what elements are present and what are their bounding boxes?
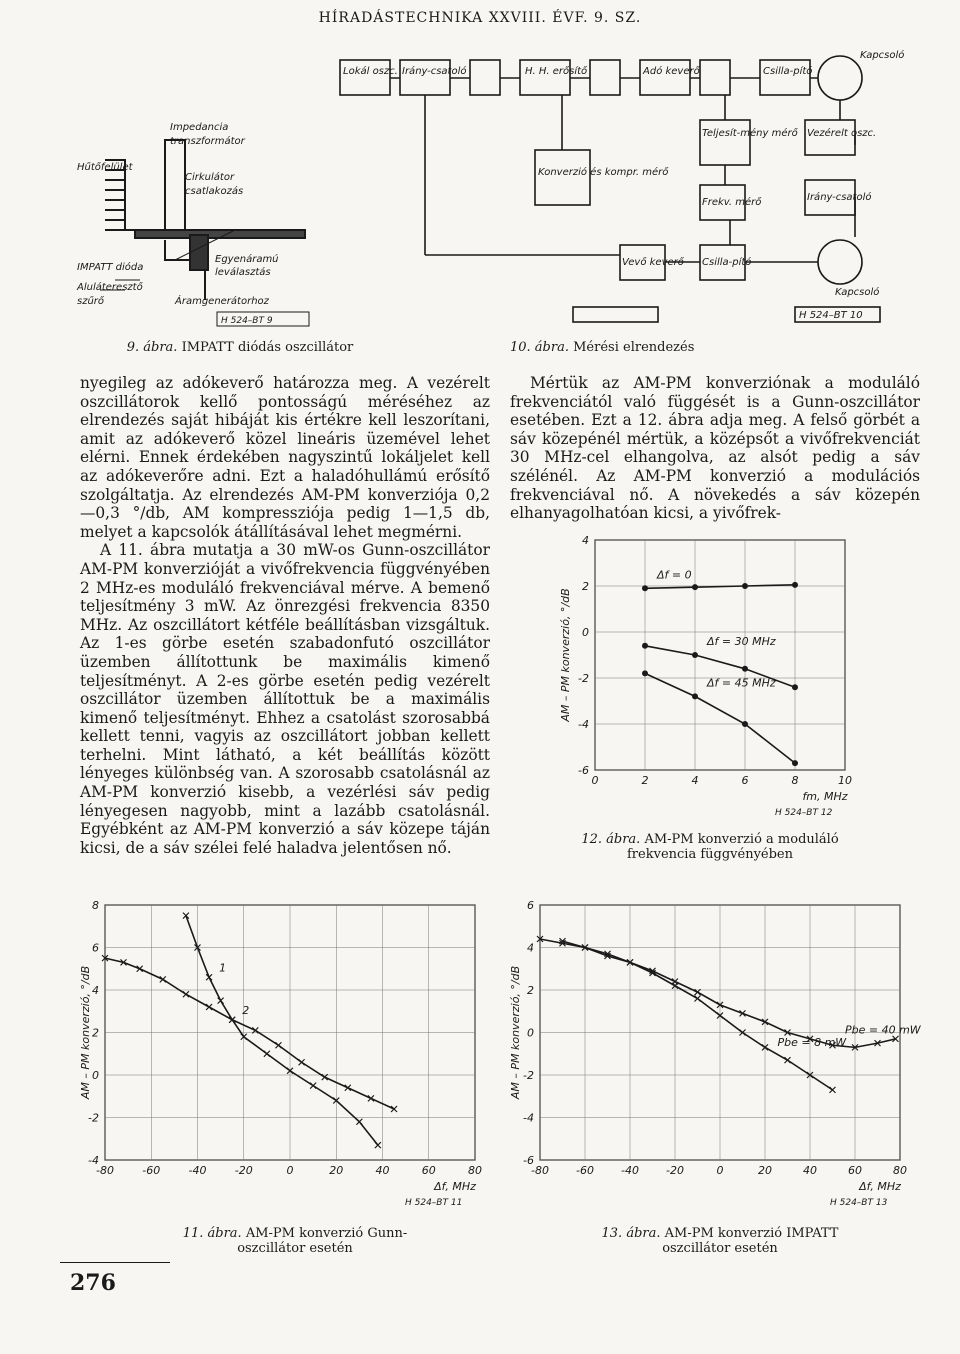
fig9-label-csatlakozas: csatlakozás — [185, 186, 244, 197]
fig13-data-point — [830, 1087, 836, 1093]
fig13-y-tick-label: 2 — [527, 984, 534, 997]
fig11-data-point — [229, 1017, 235, 1023]
fig12-x-tick-label: 4 — [691, 774, 699, 787]
footer-rule — [60, 1262, 170, 1263]
fig11-y-axis-label: AM – PM konverzió, °/dB — [79, 965, 92, 1100]
fig13-code: H 524–BT 13 — [830, 1198, 888, 1208]
fig13-x-tick-label: 0 — [716, 1164, 724, 1177]
fig11-data-point — [299, 1059, 305, 1065]
fig11-y-tick-label: 6 — [92, 941, 99, 955]
fig10-block-csillap1: Csilla-pító — [763, 66, 813, 77]
fig11-x-tick-label: -20 — [234, 1164, 253, 1177]
fig12-data-point — [742, 583, 748, 589]
fig13-y-tick-label: 6 — [527, 899, 534, 912]
fig11-chart — [75, 890, 490, 1220]
fig12-caption — [560, 832, 860, 862]
fig11-data-point — [206, 1004, 212, 1010]
fig11-x-axis-label: Δf, MHz — [434, 1180, 476, 1193]
fig9-label-transzformator: transzformátor — [170, 136, 245, 147]
fig13-y-tick-label: -2 — [523, 1069, 534, 1082]
page-header: HÍRADÁSTECHNIKA XXVIII. ÉVF. 9. SZ. — [318, 10, 642, 26]
fig13-x-tick-label: -80 — [531, 1164, 549, 1177]
fig13-data-point — [695, 996, 701, 1002]
fig11-data-point — [183, 991, 189, 997]
fig12-data-point — [642, 670, 648, 676]
fig11-y-tick-label: 0 — [92, 1069, 99, 1082]
fig12-y-tick-label: 0 — [582, 626, 589, 639]
fig11-series-line — [105, 958, 394, 1109]
fig12-data-point — [642, 585, 648, 591]
fig13-y-tick-label: -4 — [523, 1111, 534, 1125]
fig12-x-tick-label: 10 — [838, 774, 852, 787]
fig13-series-label: Pbe = 40 mW — [845, 1023, 921, 1037]
fig12-y-tick-label: 2 — [582, 580, 589, 593]
fig12-data-point — [692, 652, 698, 658]
fig12-y-tick-label: -6 — [578, 764, 589, 777]
fig11-caption-number: 11. ábra. — [182, 1226, 242, 1241]
fig12-series-label: Δf = 45 MHz — [707, 676, 776, 690]
fig12-data-point — [692, 584, 698, 590]
fig9-label-levalasztas: leválasztás — [215, 267, 271, 278]
fig10-block-lokal: Lokál oszc. — [343, 66, 398, 77]
fig11-x-tick-label: -40 — [188, 1164, 207, 1177]
fig11-data-point — [160, 976, 166, 982]
fig11-data-point — [391, 1106, 397, 1112]
fig11-y-tick-label: 8 — [92, 899, 99, 912]
fig11-data-point — [356, 1119, 362, 1125]
fig10-block-ado: Adó keverő — [643, 66, 700, 77]
fig13-x-tick-label: 40 — [803, 1164, 817, 1177]
fig12-data-point — [692, 693, 698, 699]
fig9-caption-text: IMPATT diódás oszcillátor — [181, 340, 354, 355]
fig11-caption — [170, 1226, 420, 1256]
fig12-y-tick-label: 4 — [582, 534, 589, 547]
fig12-series-line — [645, 585, 795, 588]
fig12-data-point — [792, 582, 798, 588]
fig10-caption — [510, 340, 740, 355]
fig13-caption-text: AM-PM konverzió IMPATT oszcillátor esetén — [662, 1226, 839, 1256]
fig12-plot-frame — [595, 540, 845, 770]
fig10-block-csillap2: Csilla-pító — [702, 257, 752, 268]
fig12-series-label: Δf = 30 MHz — [707, 635, 776, 648]
fig13-x-tick-label: -40 — [621, 1164, 639, 1177]
fig13-x-tick-label: -60 — [576, 1164, 594, 1177]
fig12-caption-text: AM-PM konverzió a moduláló frekvencia függvényében — [627, 832, 839, 862]
fig13-series-line — [540, 939, 896, 1050]
fig9-label-hutofelulet: Hűtőfelület — [77, 162, 133, 173]
fig13-y-tick-label: 0 — [527, 1026, 534, 1040]
fig9-label-aramgen: Áramgenerátorhoz — [175, 296, 269, 307]
fig12-y-tick-label: -2 — [578, 672, 589, 685]
fig13-series-label: Pbe = 8 mW — [777, 1036, 847, 1050]
fig13-x-tick-label: 60 — [848, 1164, 862, 1177]
fig10-block-kapcsolo2: Kapcsoló — [835, 287, 880, 298]
fig11-caption-text: AM-PM konverzió Gunn-oszcillátor esetén — [237, 1226, 408, 1256]
fig9-label-egyenaramu: Egyenáramú — [215, 254, 279, 265]
fig11-series-label: 2 — [242, 1003, 250, 1017]
fig12-x-axis-label: fm, MHz — [802, 790, 848, 803]
fig13-x-axis-label: Δf, MHz — [859, 1180, 901, 1193]
fig11-y-tick-label: -2 — [88, 1111, 99, 1125]
fig13-y-tick-label: -6 — [523, 1154, 534, 1167]
fig11-series-line — [186, 916, 378, 1146]
right-text-column — [510, 374, 920, 523]
fig9-label-aluatereszto: Aluláteresztő — [77, 282, 143, 293]
fig11-x-tick-label: 80 — [468, 1164, 482, 1177]
fig9-label-szuro: szűrő — [77, 296, 105, 307]
fig11-data-point — [218, 998, 224, 1004]
fig11-code: H 524–BT 11 — [405, 1198, 463, 1208]
fig9-code: H 524–BT 9 — [221, 316, 273, 326]
fig12-y-tick-label: -4 — [578, 718, 589, 731]
fig12-y-axis-label: AM – PM konverzió, °/dB — [559, 588, 572, 722]
fig11-data-point — [264, 1051, 270, 1057]
fig11-x-tick-label: 0 — [286, 1164, 294, 1177]
fig12-data-point — [792, 760, 798, 766]
fig10-caption-text: Mérési elrendezés — [573, 340, 695, 355]
fig10-block-hh: H. H. erősítő — [525, 66, 588, 77]
fig10-block-frekv: Frekv. mérő — [702, 197, 762, 208]
fig9-label-cirkulator: Cirkulátor — [185, 172, 235, 183]
fig12-caption-number: 12. ábra. — [581, 832, 641, 847]
fig10-block-konverzio: Konverzió és kompr. mérő — [538, 167, 669, 178]
fig13-x-tick-label: 80 — [893, 1164, 907, 1177]
fig13-chart — [505, 890, 921, 1220]
fig11-y-tick-label: 4 — [92, 984, 99, 997]
fig10-code: H 524–BT 10 — [799, 310, 863, 321]
fig12-x-tick-label: 8 — [791, 774, 799, 787]
fig11-data-point — [368, 1095, 374, 1101]
fig10-caption-number: 10. ábra. — [510, 340, 569, 355]
fig13-caption — [600, 1226, 840, 1256]
fig11-data-point — [345, 1085, 351, 1091]
fig10-block-kapcsolo1: Kapcsoló — [860, 50, 905, 61]
fig12-x-tick-label: 6 — [741, 774, 749, 787]
fig12-x-tick-label: 2 — [641, 774, 649, 787]
fig12-code: H 524–BT 12 — [775, 808, 833, 818]
fig11-y-tick-label: 2 — [92, 1026, 99, 1040]
fig12-data-point — [742, 666, 748, 672]
right-paragraph-1: Mértük az AM-PM konverziónak a moduláló frekvenciától való függését is a Gunn-oszcillátor esetében. Ezt a 12. ábra adja meg. A felső görbét a sáv közepénél mértük, a középsőt a vivőfrekvenciát 30 MHz-cel elhangolva, az alsót pedig a sáv szélénél. Az AM-PM konverzió a modulációs frekvenciával nő. A növekedés a sáv közepén elhanyagolhatóan kicsi, a yivőfrek- — [510, 374, 920, 523]
fig11-x-tick-label: -80 — [96, 1164, 114, 1177]
fig12-data-point — [742, 721, 748, 727]
fig10-block-vevo: Vevő keverő — [622, 257, 684, 268]
fig9-caption-number: 9. ábra. — [126, 340, 178, 355]
fig12-chart — [555, 525, 895, 825]
fig10-block-irany2: Irány-csatoló — [807, 192, 872, 203]
fig13-caption-number: 13. ábra. — [601, 1226, 661, 1241]
fig13-x-tick-label: -20 — [666, 1164, 684, 1177]
fig12-data-point — [642, 643, 648, 649]
fig13-y-axis-label: AM – PM konverzió, °/dB — [509, 965, 522, 1100]
fig13-series-line — [563, 941, 833, 1090]
fig10-block-vezerelt: Vezérelt oszc. — [807, 128, 877, 139]
fig11-data-point — [375, 1142, 381, 1148]
fig10-block-teljesit: Teljesít-mény mérő — [702, 128, 798, 139]
fig13-data-point — [785, 1057, 791, 1063]
fig9-label-impatt: IMPATT dióda — [77, 262, 144, 273]
fig11-y-tick-label: -4 — [88, 1154, 99, 1167]
left-paragraph-2: A 11. ábra mutatja a 30 mW-os Gunn-oszcillátor AM-PM konverzióját a vivőfrekvencia függvényében 2 MHz-es moduláló frekvenciával mérve. A bemenő teljesítmény 3 mW. Az önrezgési frekvencia 8350 MHz. Az oszcillátort kétféle beállításban vizsgáltuk. Az 1-es görbe esetén szabadonfutó oszcillátor üzemben állítottunk be maximális kimenő teljesítményt. A 2-es görbe esetén pedig vezérelt oszcillátor üzemben állítottuk be a maximális kimenő teljesítményt. Ehhez a csatolást szorosabbá kellett tenni, vagyis az oszcillátort jobban kellett terhelni. Mint látható, a két beállítás között lényeges különbség van. A szorosabb csatolásnál az AM-PM konverzió kisebb, a vezérlési sáv pedig lényegesen nagyobb, mint a lazább csatolásnál. Egyébként az AM-PM konverzió a sáv közepe táján kicsi, de a sáv szélei felé haladva jelentősen nő. — [80, 541, 490, 857]
fig11-x-tick-label: -60 — [142, 1164, 161, 1177]
fig10-block-irany1: Irány-csatoló — [402, 66, 467, 77]
left-text-column — [80, 374, 490, 857]
fig9-caption — [75, 340, 405, 355]
fig9-label-impedancia: Impedancia — [170, 122, 229, 133]
fig11-data-point — [310, 1083, 316, 1089]
fig11-data-point — [275, 1042, 281, 1048]
fig11-x-tick-label: 20 — [329, 1164, 344, 1177]
fig11-series-label: 1 — [219, 961, 227, 975]
fig12-series-label: Δf = 0 — [657, 568, 692, 582]
fig11-x-tick-label: 60 — [421, 1164, 436, 1177]
fig13-y-tick-label: 4 — [527, 941, 534, 955]
fig12-data-point — [792, 684, 798, 690]
fig13-x-tick-label: 20 — [758, 1164, 772, 1177]
fig10-diagram — [335, 50, 905, 330]
fig11-x-tick-label: 40 — [375, 1164, 390, 1177]
fig12-x-tick-label: 0 — [591, 774, 599, 787]
left-paragraph-1: nyegileg az adókeverő határozza meg. A vezérelt oszcillátorok kellő pontosságú méréséhez az elrendezés saját hibáját kis értékre kell leszorítani, amit az adókeverő közel lineáris üzemével lehet elérni. Ennek érdekében nagyszintű lokáljelet kell az adókeverőre adni. Ezt a haladóhullámú erősítő szolgáltatja. Az elrendezés AM-PM konverziója 0,2—0,3 °/db, AM kompressziója pedig 1—1,5 db, melyet a kapcsolók átállításával lehet megmérni. — [80, 374, 490, 541]
page-number: 276 — [70, 1270, 116, 1296]
